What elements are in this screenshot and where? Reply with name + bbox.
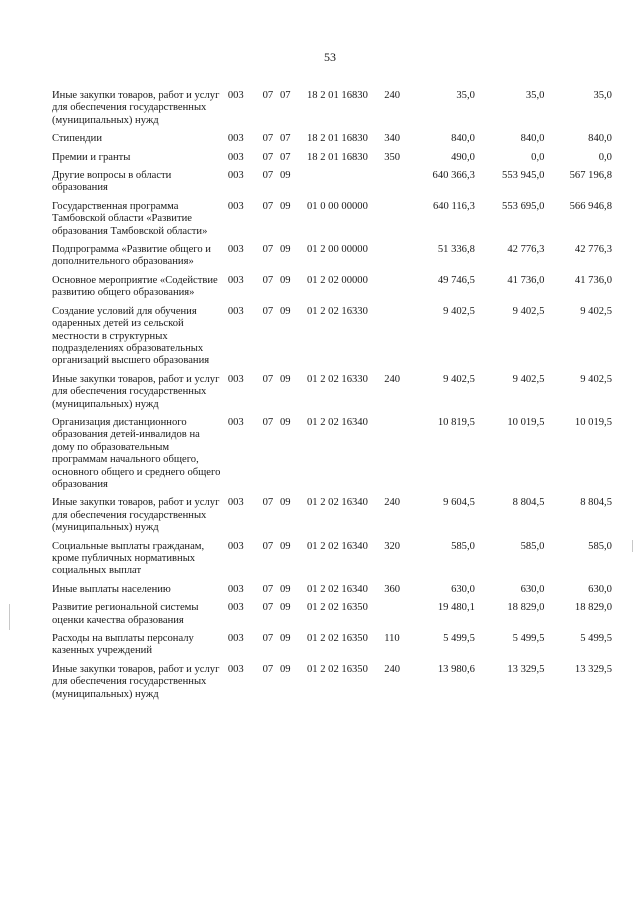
row-csr: 01 2 02 16340: [306, 416, 368, 428]
row-rz: 07: [262, 200, 274, 212]
row-csr: 01 2 02 16330: [306, 373, 368, 385]
row-csr: 01 2 02 16340: [306, 540, 368, 552]
row-rz: 07: [262, 602, 274, 614]
row-amount-2: 18 829,0: [507, 602, 545, 614]
row-amount-2: 35,0: [525, 90, 545, 101]
table-row: [52, 306, 612, 368]
row-amount-3: 9 402,5: [580, 373, 612, 385]
row-rz: 07: [262, 583, 274, 595]
table-row: [52, 584, 612, 596]
row-ved: 003: [227, 200, 244, 212]
row-name: Государственная программа Тамбовской области «Развитие образования Тамбовской области»: [52, 200, 208, 237]
row-amount-3: 41 736,0: [574, 274, 612, 286]
row-amount-2: 13 329,5: [507, 663, 545, 675]
row-name: Развитие региональной системы оценки качества образования: [52, 602, 199, 626]
table-row: [52, 201, 612, 238]
row-csr: 01 0 00 00000: [306, 200, 368, 212]
row-amount-3: 567 196,8: [569, 170, 612, 182]
row-vr: 350: [384, 151, 401, 163]
row-amount-3: 0,0: [598, 151, 612, 163]
row-rz: 07: [262, 540, 274, 552]
row-amount-3: 630,0: [588, 583, 612, 595]
row-amount-1: 9 402,5: [443, 305, 475, 317]
row-ved: 003: [227, 497, 244, 509]
row-amount-1: 35,0: [456, 90, 475, 101]
row-ved: 003: [227, 663, 244, 675]
row-amount-1: 585,0: [451, 540, 475, 552]
row-amount-1: 9 402,5: [443, 373, 475, 385]
row-csr: 01 2 02 16350: [306, 663, 368, 675]
table-row: [52, 170, 612, 195]
row-amount-3: 566 946,8: [569, 200, 612, 212]
row-name: Иные закупки товаров, работ и услуг для обеспечения государственных (муниципальных) нужд: [52, 663, 220, 700]
row-amount-2: 10 019,5: [507, 416, 545, 428]
row-pr: 09: [279, 633, 291, 645]
row-vr: 340: [384, 133, 401, 145]
row-pr: 09: [279, 663, 291, 675]
row-pr: 07: [279, 133, 291, 145]
row-amount-1: 13 980,6: [437, 663, 475, 675]
row-name: Создание условий для обучения одаренных детей из сельской местности в структурных подразделениях образовательных организаций высшего образования: [52, 305, 210, 367]
row-name: Подпрограмма «Развитие общего и дополнительного образования»: [52, 244, 211, 268]
row-ved: 003: [227, 244, 244, 256]
row-rz: 07: [262, 170, 274, 182]
table-row: [52, 374, 612, 411]
row-pr: 07: [279, 90, 291, 101]
row-csr: 01 2 02 16350: [306, 633, 368, 645]
row-amount-2: 553 695,0: [502, 200, 545, 212]
page-number: 53: [324, 50, 336, 64]
row-csr: 18 2 01 16830: [306, 151, 368, 163]
row-amount-3: 13 329,5: [574, 663, 612, 675]
row-vr: 320: [384, 540, 401, 552]
row-amount-2: 9 402,5: [512, 305, 545, 317]
row-amount-2: 9 402,5: [512, 373, 545, 385]
row-amount-1: 19 480,1: [437, 602, 475, 614]
row-csr: 01 2 02 16330: [306, 305, 368, 317]
table-row: [52, 90, 612, 127]
row-rz: 07: [262, 497, 274, 509]
row-ved: 003: [227, 170, 244, 182]
row-rz: 07: [262, 244, 274, 256]
scan-mark: [632, 540, 633, 552]
row-rz: 07: [262, 416, 274, 428]
row-pr: 09: [279, 602, 291, 614]
table-row: [52, 541, 612, 578]
row-name: Социальные выплаты гражданам, кроме публичных нормативных социальных выплат: [52, 540, 205, 577]
row-csr: 01 2 02 16350: [306, 602, 368, 614]
row-rz: 07: [262, 151, 274, 163]
row-rz: 07: [262, 633, 274, 645]
row-csr: 01 2 02 16340: [306, 583, 368, 595]
row-amount-2: 840,0: [520, 133, 545, 145]
row-name: Организация дистанционного образования детей-инвалидов на дому по образовательным программам начального общего, основного общего и среднего общего образования: [52, 416, 221, 490]
row-name: Иные закупки товаров, работ и услуг для обеспечения государственных (муниципальных) нужд: [52, 90, 220, 126]
row-name: Иные выплаты населению: [52, 583, 171, 595]
row-pr: 07: [279, 151, 291, 163]
table-row: [52, 152, 612, 164]
row-amount-1: 51 336,8: [437, 244, 475, 256]
row-amount-2: 8 804,5: [512, 497, 545, 509]
row-amount-1: 5 499,5: [443, 633, 475, 645]
row-amount-2: 41 736,0: [507, 274, 545, 286]
table-row: [52, 602, 612, 627]
row-csr: 01 2 02 00000: [306, 274, 368, 286]
row-amount-1: 640 366,3: [432, 170, 475, 182]
row-amount-1: 490,0: [451, 151, 475, 163]
table-row: [52, 497, 612, 534]
row-rz: 07: [262, 663, 274, 675]
row-amount-3: 5 499,5: [580, 633, 612, 645]
row-amount-3: 42 776,3: [574, 244, 612, 256]
row-pr: 09: [279, 373, 291, 385]
row-vr: 110: [384, 633, 400, 645]
row-ved: 003: [227, 274, 244, 286]
row-pr: 09: [279, 170, 291, 182]
row-csr: 18 2 01 16830: [306, 133, 368, 145]
row-amount-2: 5 499,5: [512, 633, 545, 645]
row-amount-1: 630,0: [451, 583, 475, 595]
table-row: [52, 275, 612, 300]
row-vr: 240: [384, 373, 401, 385]
row-pr: 09: [279, 497, 291, 509]
row-amount-3: 585,0: [588, 540, 612, 552]
row-ved: 003: [227, 305, 244, 317]
row-amount-3: 10 019,5: [574, 416, 612, 428]
row-rz: 07: [262, 373, 274, 385]
row-amount-1: 9 604,5: [443, 497, 475, 509]
table-row: [52, 417, 612, 491]
row-vr: 240: [384, 497, 401, 509]
row-ved: 003: [227, 540, 244, 552]
row-amount-1: 49 746,5: [437, 274, 475, 286]
row-pr: 09: [279, 305, 291, 317]
scan-mark: [9, 604, 10, 630]
row-amount-2: 553 945,0: [502, 170, 545, 182]
budget-table: [52, 90, 612, 707]
table-row: [52, 244, 612, 269]
row-vr: 240: [384, 663, 401, 675]
row-amount-1: 840,0: [451, 133, 475, 145]
row-ved: 003: [227, 90, 244, 101]
row-name: Основное мероприятие «Содействие развитию общего образования»: [52, 274, 218, 299]
row-amount-2: 585,0: [520, 540, 545, 552]
row-amount-2: 42 776,3: [507, 244, 545, 256]
row-vr: 360: [384, 583, 401, 595]
row-amount-3: 840,0: [588, 133, 612, 145]
row-pr: 09: [279, 583, 291, 595]
table-row: [52, 633, 612, 658]
row-amount-3: 8 804,5: [580, 497, 612, 509]
row-name: Иные закупки товаров, работ и услуг для обеспечения государственных (муниципальных) нужд: [52, 497, 220, 534]
row-amount-3: 35,0: [593, 90, 612, 101]
row-csr: 01 2 02 16340: [306, 497, 368, 509]
row-amount-1: 640 116,3: [432, 200, 475, 212]
row-pr: 09: [279, 540, 291, 552]
row-rz: 07: [262, 274, 274, 286]
row-amount-1: 10 819,5: [437, 416, 475, 428]
row-ved: 003: [227, 602, 244, 614]
row-rz: 07: [262, 305, 274, 317]
row-ved: 003: [227, 583, 244, 595]
row-rz: 07: [262, 133, 274, 145]
row-amount-3: 18 829,0: [574, 602, 612, 614]
table-row: [52, 133, 612, 145]
row-ved: 003: [227, 416, 244, 428]
row-pr: 09: [279, 244, 291, 256]
row-name: Стипендии: [52, 133, 102, 145]
table-row: [52, 664, 612, 701]
row-ved: 003: [227, 133, 244, 145]
row-vr: 240: [384, 90, 401, 101]
row-pr: 09: [279, 416, 291, 428]
row-name: Иные закупки товаров, работ и услуг для обеспечения государственных (муниципальных) нужд: [52, 373, 220, 410]
row-amount-2: 0,0: [531, 151, 545, 163]
row-csr: 01 2 00 00000: [306, 244, 368, 256]
row-pr: 09: [279, 200, 291, 212]
row-name: Расходы на выплаты персоналу казенных учреждений: [52, 633, 194, 657]
row-ved: 003: [227, 151, 244, 163]
row-name: Другие вопросы в области образования: [52, 170, 172, 194]
row-name: Премии и гранты: [52, 151, 131, 163]
row-rz: 07: [262, 90, 274, 101]
row-pr: 09: [279, 274, 291, 286]
row-ved: 003: [227, 633, 244, 645]
row-amount-2: 630,0: [520, 583, 545, 595]
row-amount-3: 9 402,5: [580, 305, 612, 317]
row-csr: 18 2 01 16830: [306, 90, 368, 101]
row-ved: 003: [227, 373, 244, 385]
